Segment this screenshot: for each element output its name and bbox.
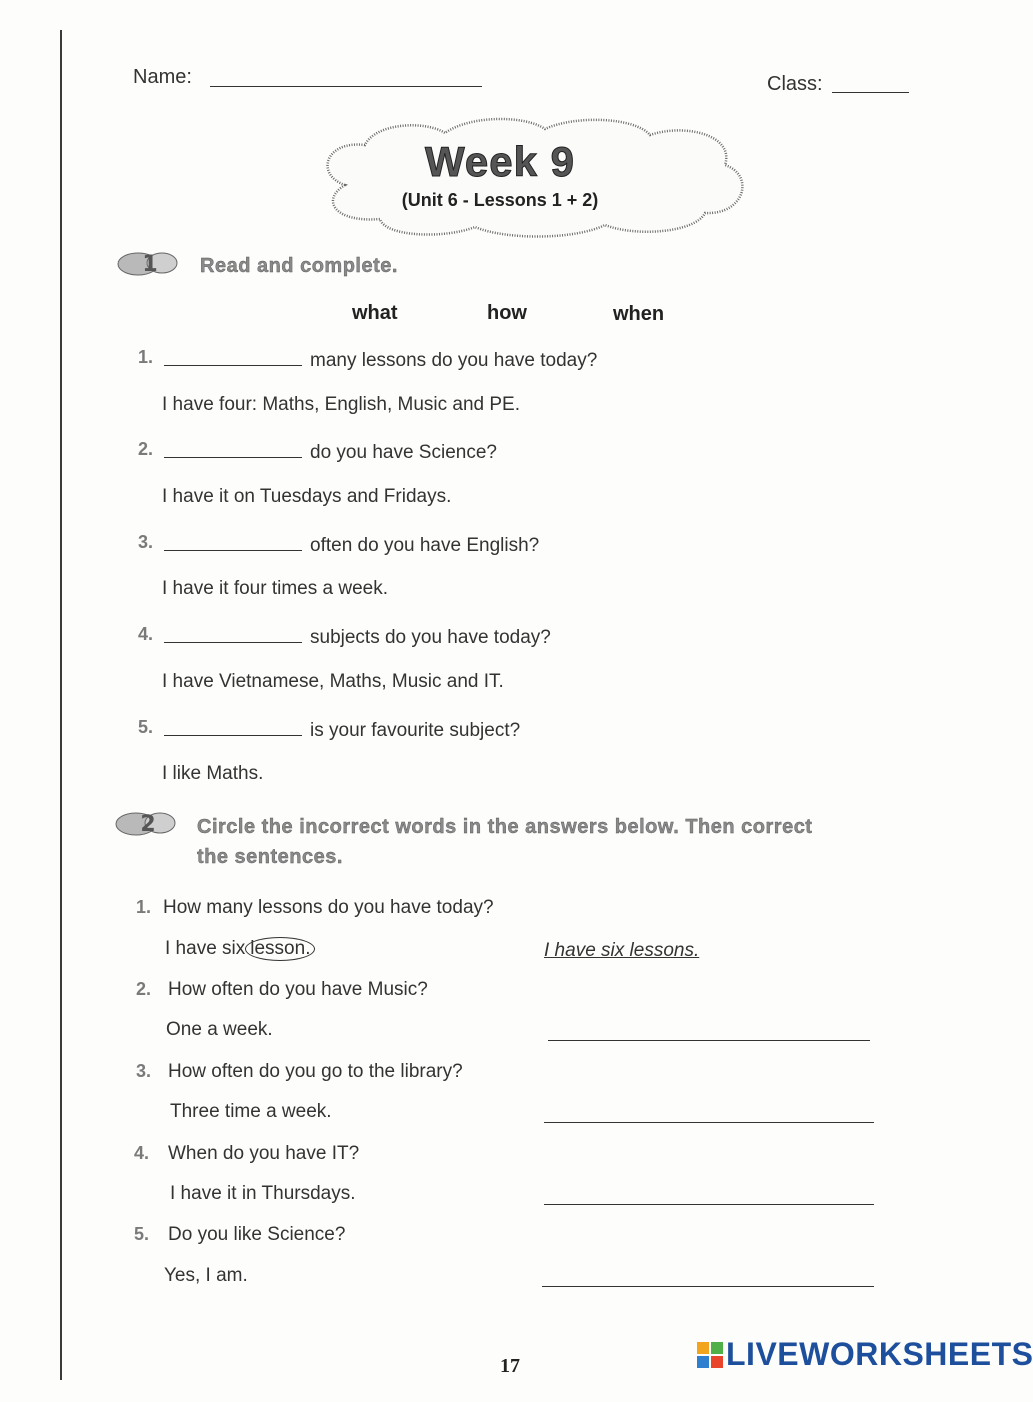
s2-item-2-number: 2. (136, 979, 152, 999)
s2-item-3-answer: Three time a week. (170, 1101, 332, 1122)
s1-item-3-blank[interactable] (164, 532, 302, 551)
s1-item-5-question: is your favourite subject? (164, 717, 520, 742)
s1-item-1-number: 1. (138, 347, 154, 367)
s1-item-4-question: subjects do you have today? (164, 624, 551, 649)
s1-item-2-question: do you have Science? (164, 439, 497, 464)
s2-item-5-correction-field[interactable] (542, 1286, 874, 1287)
s2-item-1-question: How many lessons do you have today? (163, 897, 494, 918)
s2-item-5-question: Do you like Science? (168, 1224, 346, 1245)
section-2-instruction-line-1: Circle the incorrect words in the answers below. Then correct (197, 816, 813, 838)
section-2-badge (114, 808, 178, 838)
s2-item-1-circled-word: lesson. (245, 937, 315, 961)
s1-item-2-blank[interactable] (164, 439, 302, 458)
s2-item-3-correction-field[interactable] (544, 1122, 874, 1123)
s1-item-4-answer: I have Vietnamese, Maths, Music and IT. (162, 671, 504, 692)
s2-item-3-question: How often do you go to the library? (168, 1061, 463, 1082)
class-label: Class: (767, 73, 823, 95)
s1-item-2-answer: I have it on Tuesdays and Fridays. (162, 486, 452, 507)
liveworksheets-logo-icon (696, 1340, 724, 1370)
s1-item-1-question: many lessons do you have today? (164, 347, 597, 372)
s2-item-4-number: 4. (134, 1143, 150, 1163)
liveworksheets-brand[interactable]: LIVEWORKSHEETS (726, 1336, 1033, 1372)
s1-item-1-blank[interactable] (164, 347, 302, 366)
s2-item-2-answer: One a week. (166, 1019, 273, 1040)
word-bank-when: when (613, 303, 665, 325)
s1-item-1-answer: I have four: Maths, English, Music and PE. (162, 394, 521, 415)
s1-item-4-number: 4. (138, 624, 154, 644)
section-1-number: 1 (142, 252, 158, 277)
s2-item-2-question: How often do you have Music? (168, 979, 428, 1000)
name-label: Name: (133, 66, 192, 88)
section-1-instruction: Read and complete. (200, 255, 398, 277)
s1-item-3-number: 3. (138, 532, 154, 552)
s2-item-4-answer: I have it in Thursdays. (170, 1183, 356, 1204)
s2-item-4-correction-field[interactable] (544, 1204, 874, 1205)
s2-item-5-answer: Yes, I am. (164, 1265, 248, 1286)
s2-item-2-correction-field[interactable] (548, 1040, 870, 1041)
s1-item-5-blank[interactable] (164, 717, 302, 736)
page-subtitle: (Unit 6 - Lessons 1 + 2) (401, 190, 599, 210)
section-2-number: 2 (140, 812, 156, 837)
section-2-instruction-line-2: the sentences. (197, 846, 343, 868)
margin-line (60, 30, 62, 1380)
s2-item-1-answer: I have six lesson. (165, 937, 315, 961)
s2-item-3-number: 3. (136, 1061, 152, 1081)
s1-item-3-answer: I have it four times a week. (162, 578, 388, 599)
s1-item-2-number: 2. (138, 439, 154, 459)
s1-item-4-blank[interactable] (164, 624, 302, 643)
word-bank-how: how (487, 302, 527, 324)
word-bank-what: what (352, 302, 398, 324)
s1-item-5-answer: I like Maths. (162, 763, 264, 784)
name-field[interactable] (210, 86, 482, 87)
s2-item-4-question: When do you have IT? (168, 1143, 360, 1164)
page-title: Week 9 (425, 138, 575, 185)
section-1-badge (116, 248, 180, 278)
s1-item-3-question: often do you have English? (164, 532, 539, 557)
s2-item-1-number: 1. (136, 897, 152, 917)
s2-item-1-example-correction: I have six lessons. (544, 940, 700, 961)
page-number: 17 (500, 1355, 520, 1377)
s2-item-5-number: 5. (134, 1224, 150, 1244)
class-field[interactable] (832, 92, 909, 93)
s1-item-5-number: 5. (138, 717, 154, 737)
